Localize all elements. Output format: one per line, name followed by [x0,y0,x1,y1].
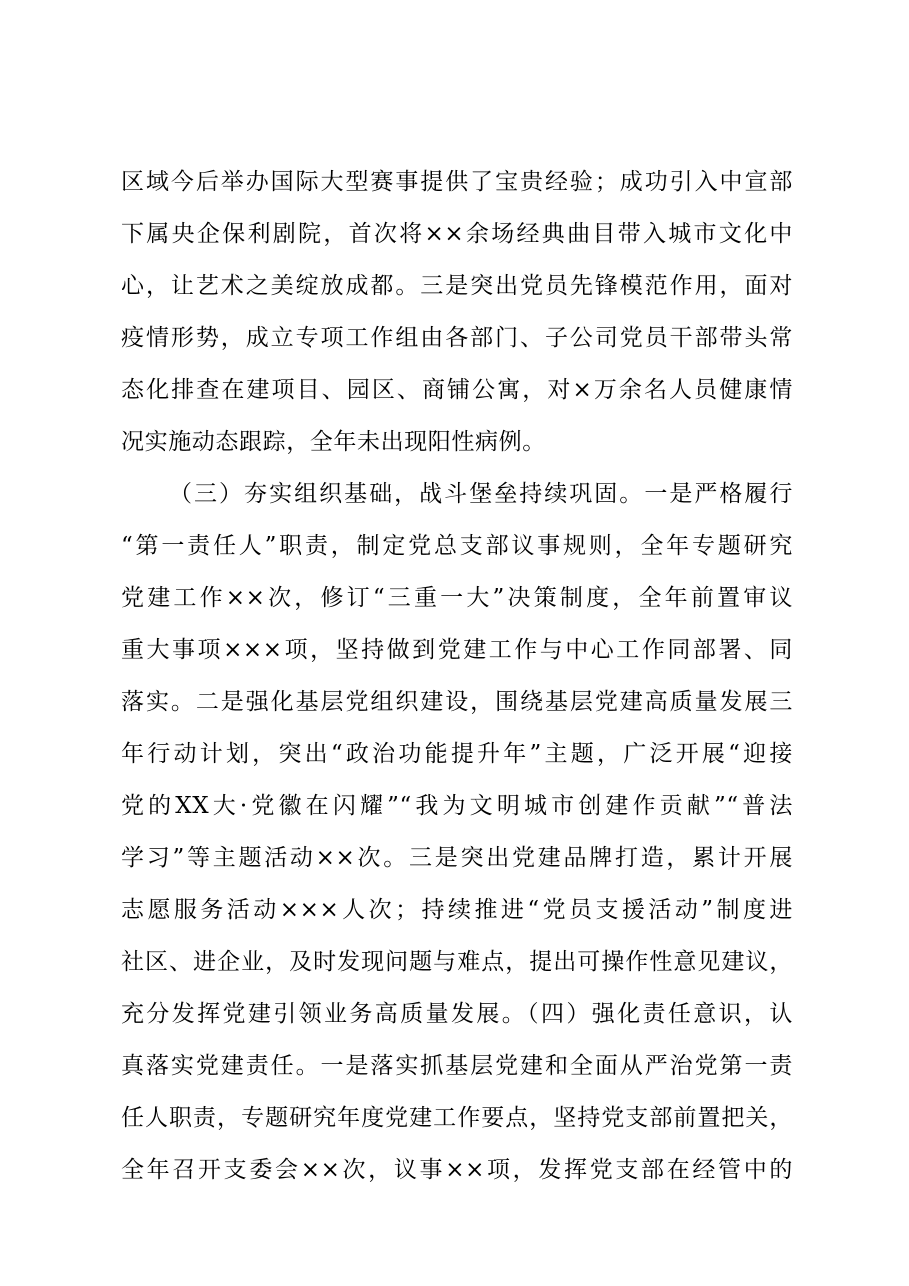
text-line: 志愿服务活动×××人次；持续推进“党员支援活动”制度进 [121,897,793,923]
text-line: 区域今后举办国际大型赛事提供了宝贵经验；成功引入中宣部 [121,169,793,195]
text-line: 疫情形势，成立专项工作组由各部门、子公司党员干部带头常 [121,325,793,351]
text-line: 全年召开支委会××次，议事××项，发挥党支部在经管中的 [121,1157,793,1183]
text-line: 落实。二是强化基层党组织建设，围绕基层党建高质量发展三 [121,689,793,715]
text-line: 真落实党建责任。一是落实抓基层党建和全面从严治党第一责 [121,1053,793,1079]
text-line: 党的XX大·党徽在闪耀”“我为文明城市创建作贡献”“普法 [121,793,793,819]
text-line: 态化排查在建项目、园区、商铺公寓，对×万余名人员健康情 [121,377,793,403]
text-line: 充分发挥党建引领业务高质量发展。（四）强化责任意识，认 [121,1001,793,1027]
text-line: 社区、进企业，及时发现问题与难点，提出可操作性意见建议， [121,949,793,975]
text-line: “第一责任人”职责，制定党总支部议事规则，全年专题研究 [121,533,793,559]
text-line: 况实施动态跟踪，全年未出现阳性病例。 [121,429,546,455]
text-line: 下属央企保利剧院，首次将××余场经典曲目带入城市文化中 [121,221,793,247]
text-line: 重大事项×××项，坚持做到党建工作与中心工作同部署、同 [121,637,793,663]
text-line: 学习”等主题活动××次。三是突出党建品牌打造，累计开展 [121,845,793,871]
paragraph-first-line: （三）夯实组织基础，战斗堡垒持续巩固。一是严格履行 [169,481,793,507]
text-line: 党建工作××次，修订“三重一大”决策制度，全年前置审议 [121,585,793,611]
text-line: 任人职责，专题研究年度党建工作要点，坚持党支部前置把关， [121,1105,793,1131]
text-line: 心，让艺术之美绽放成都。三是突出党员先锋模范作用，面对 [121,273,793,299]
text-line: 年行动计划，突出“政治功能提升年”主题，广泛开展“迎接 [121,741,793,767]
